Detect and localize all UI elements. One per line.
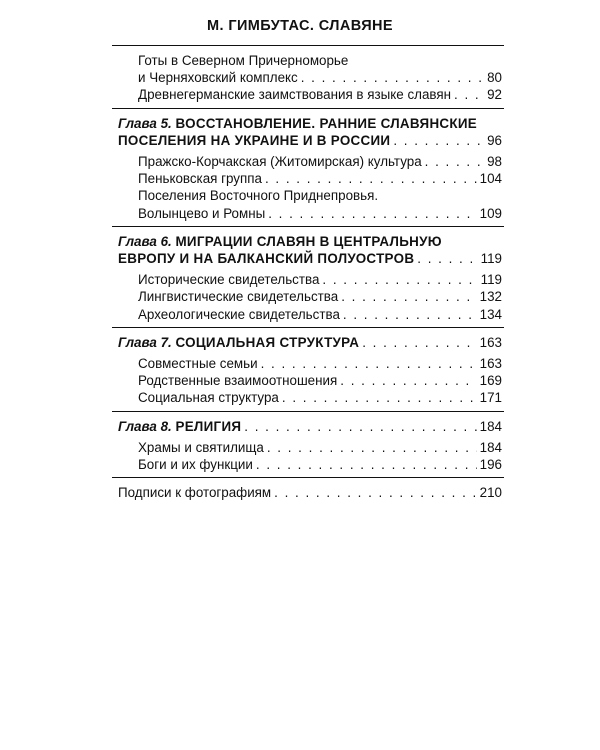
dot-leader [341,288,476,305]
dot-leader [301,69,483,86]
dot-leader [256,456,477,473]
section-divider [112,327,504,328]
entry-text: Родственные взаимоотношения [138,373,338,389]
chapter-label: Глава 5. [118,115,172,131]
chapter-title: СОЦИАЛЬНАЯ СТРУКТУРА [175,334,360,350]
dot-leader [267,439,477,456]
dot-leader [362,334,476,351]
section-divider [112,226,504,227]
toc-entry[interactable] [118,271,502,288]
dot-leader [261,355,477,372]
dot-leader [393,132,483,149]
chapter-heading[interactable] [118,115,502,149]
entry-text: Боги и их функции [138,457,253,473]
chapter-label: Глава 6. [118,233,172,249]
page-number: 163 [479,356,502,372]
dot-leader [425,153,483,170]
entry-text: Пражско-Корчакская (Житомирская) культура [138,154,422,170]
page-number: 119 [480,272,502,288]
entry-text: и Черняховский комплекс [138,70,298,86]
page-number: 171 [479,390,502,406]
entry-text: Лингвистические свидетельства [138,289,339,305]
page-number: 184 [479,418,502,434]
chapter-heading[interactable] [118,334,502,351]
toc-entry[interactable] [118,389,502,406]
chapter-label: Глава 7. [118,334,172,350]
dot-leader [268,205,476,222]
dot-leader [322,271,477,288]
page-number: 196 [479,457,502,473]
page-number: 163 [479,334,502,350]
toc-entry[interactable] [118,306,502,323]
entry-text: Исторические свидетельства [138,272,320,288]
page-number: 104 [479,171,502,187]
dot-leader [454,86,483,103]
entry-text: Готы в Северном Причерноморье [138,53,349,68]
toc-entry[interactable] [118,153,502,170]
chapter-5 [118,115,502,222]
chapter-title: ВОССТАНОВЛЕНИЕ. РАННИЕ СЛАВЯНСКИЕ [175,115,478,131]
chapter-heading[interactable] [118,233,502,267]
table-of-contents [118,52,502,501]
entry-text: Древнегерманские заимствования в языке славян [138,87,452,103]
dot-leader [340,372,476,389]
running-header: М. ГИМБУТАС. СЛАВЯНЕ [207,18,393,34]
chapter-title: ПОСЕЛЕНИЯ НА УКРАИНЕ И В РОССИИ [118,132,391,148]
section-divider [112,411,504,412]
entry-text: Храмы и святилища [138,439,264,455]
toc-entry[interactable] [118,86,502,103]
header-rule [112,45,504,46]
page-number: 119 [480,251,502,267]
toc-entry[interactable] [118,372,502,389]
toc-entry-captions[interactable] [118,484,502,501]
toc-entry[interactable] [118,288,502,305]
chapter-title: МИГРАЦИИ СЛАВЯН В ЦЕНТРАЛЬНУЮ [175,233,442,249]
page-number: 134 [479,306,502,322]
dot-leader [343,306,477,323]
toc-entry[interactable] [118,439,502,456]
page-number: 184 [479,439,502,455]
toc-entry[interactable] [118,355,502,372]
entry-text: Пеньковская группа [138,171,262,187]
chapter-title: ЕВРОПУ И НА БАЛКАНСКИЙ ПОЛУОСТРОВ [118,251,415,267]
entry-text: Археологические свидетельства [138,306,340,322]
chapter-6 [118,233,502,323]
toc-entry[interactable] [118,187,502,221]
chapter-8 [118,418,502,474]
section-divider [112,477,504,478]
chapter-label: Глава 8. [118,418,172,434]
entry-text: Волынцево и Ромны [138,205,266,221]
page-number: 132 [479,289,502,305]
toc-entry[interactable] [118,456,502,473]
page-number: 109 [479,205,502,221]
toc-entry[interactable] [118,52,502,86]
dot-leader [244,418,476,435]
entry-text: Поселения Восточного Приднепровья. [138,188,379,204]
toc-entry[interactable] [118,170,502,187]
chapter-heading[interactable] [118,418,502,435]
dot-leader [417,250,477,267]
page-number: 92 [487,87,502,103]
page-number: 169 [479,373,502,389]
page-number: 80 [487,70,502,86]
dot-leader [265,170,477,187]
entry-text: Социальная структура [138,390,279,406]
dot-leader [274,484,477,501]
page-number: 210 [479,485,502,501]
entry-text: Совместные семьи [138,356,258,372]
page-number: 98 [487,154,502,170]
entry-text: Подписи к фотографиям [118,485,272,501]
page-number: 96 [487,132,502,148]
chapter-title: РЕЛИГИЯ [175,418,242,434]
dot-leader [282,389,477,406]
chapter-7 [118,334,502,407]
section-divider [112,108,504,109]
